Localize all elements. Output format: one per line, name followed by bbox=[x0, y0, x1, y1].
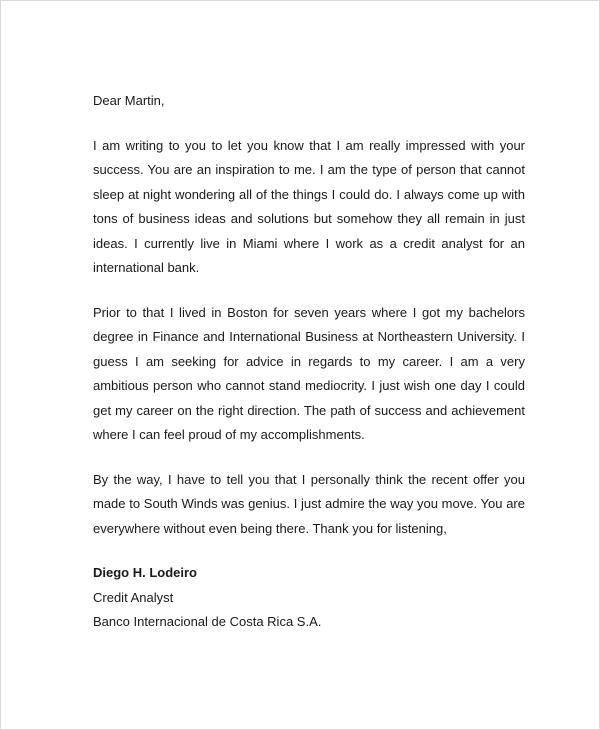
signature-block bbox=[93, 561, 525, 635]
sender-company: Banco Internacional de Costa Rica S.A. bbox=[93, 614, 322, 629]
sender-title: Credit Analyst bbox=[93, 589, 174, 605]
sender-name: Diego H. Lodeiro bbox=[93, 565, 197, 580]
paragraph-intro: I am writing to you to let you know that I am really impressed with your success. You are an inspiration to me. I am the type of person that cannot sleep at night wondering all of the things I could do. I always come up with tons of business ideas and solutions but somehow they all remain in just ideas. I currently live in Miami where I work as a credit analyst for an international bank. bbox=[93, 137, 525, 275]
paragraph-background: Prior to that I lived in Boston for seven years where I got my bachelors degree in Finance and International Business at Northeastern University. I guess I am seeking for advice in regards to my career. I am a very ambitious person who cannot stand mediocrity. I just wish one day I could get my career on the right direction. The path of success and achievement where I can feel proud of my accomplishments. bbox=[93, 304, 525, 442]
salutation: Dear Martin, bbox=[93, 93, 165, 108]
letter-body bbox=[93, 89, 525, 635]
paragraph-closing: By the way, I have to tell you that I personally think the recent offer you made to South Winds was genius. I just admire the way you move. You are everywhere without even being there. Thank you for listening, bbox=[93, 471, 525, 536]
